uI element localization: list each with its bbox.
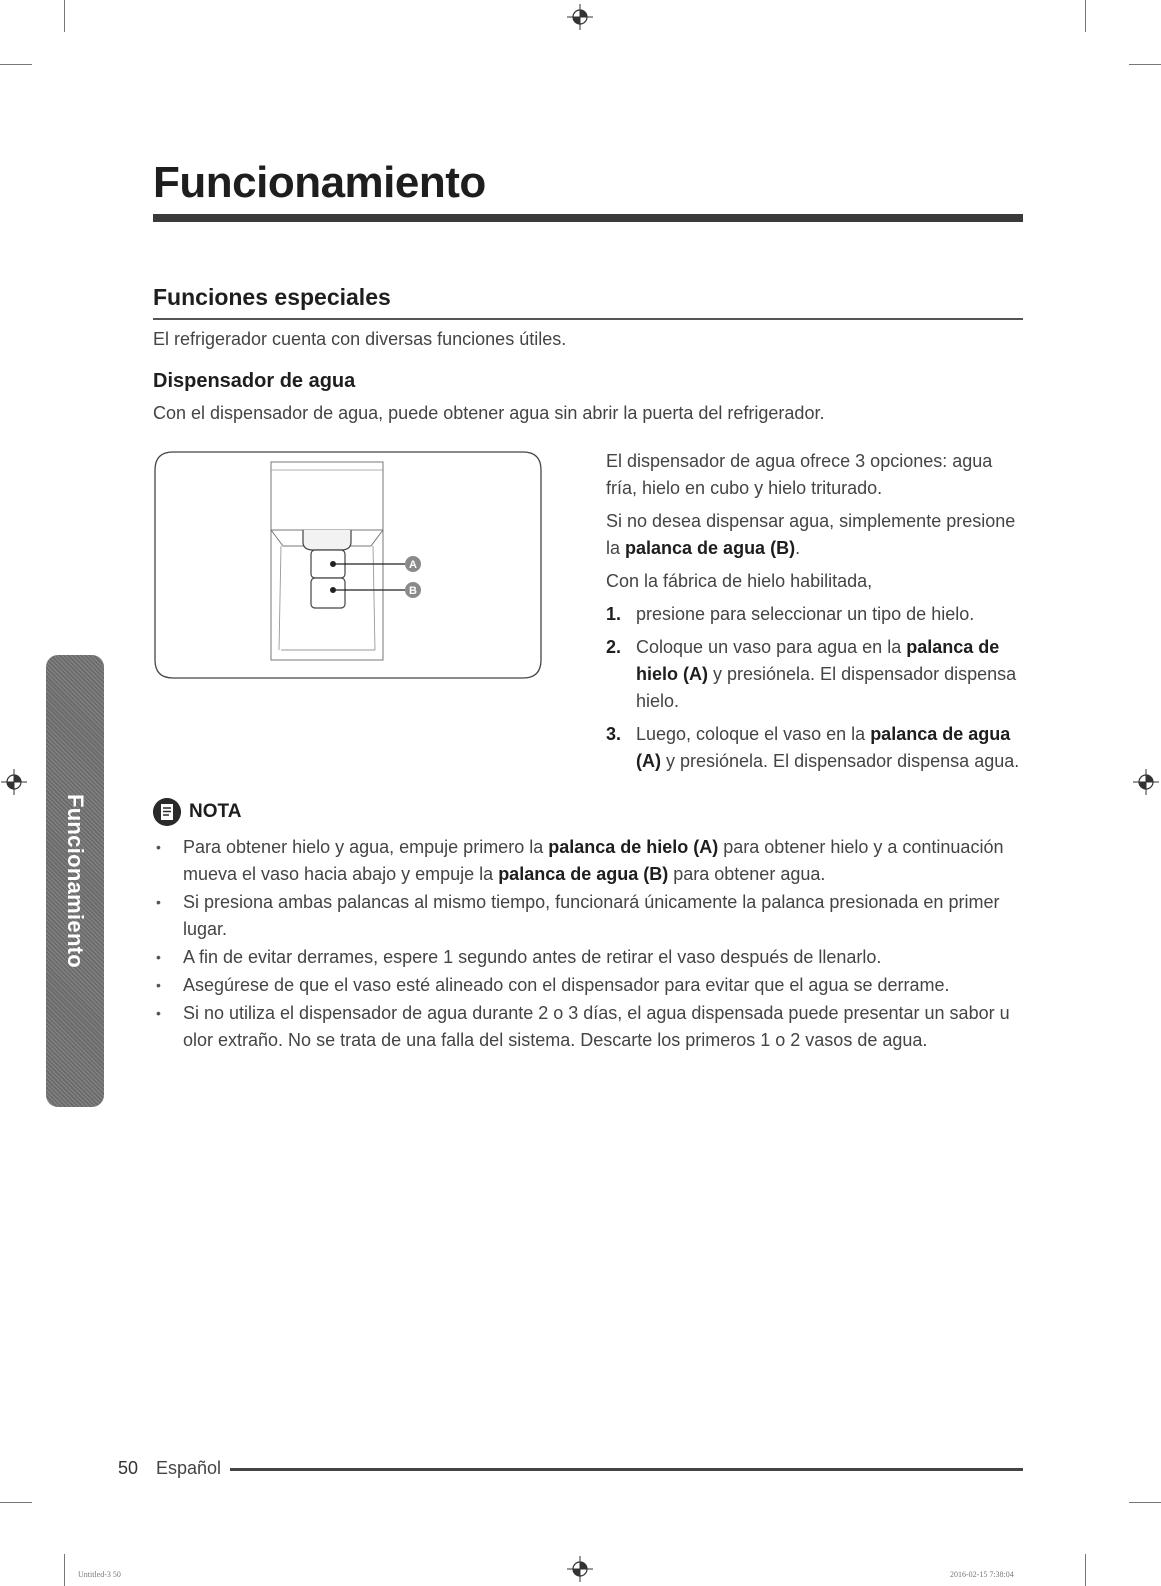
label-a: A bbox=[409, 559, 417, 571]
note-list bbox=[153, 834, 1033, 1055]
print-info-left: Untitled-3 50 bbox=[78, 1570, 121, 1579]
print-info-right: 2016-02-15 7:38:04 bbox=[950, 1570, 1014, 1579]
side-tab-label: Funcionamiento bbox=[63, 793, 88, 969]
page-title: Funcionamiento bbox=[153, 158, 486, 207]
note-item: • Si no utiliza el dispensador de agua durante 2 o 3 días, el agua dispensada puede presentar un sabor u olor extraño. No se trata de una falla del sistema. Descarte los primeros 1 o 2 vasos de agua. bbox=[153, 1000, 1033, 1054]
note-item: • A fin de evitar derrames, espere 1 segundo antes de retirar el vaso después de llenarlo. bbox=[153, 944, 1033, 971]
step-item: 1. presione para seleccionar un tipo de hielo. bbox=[606, 604, 975, 624]
footer-language: Español bbox=[156, 1458, 222, 1478]
title-rule bbox=[153, 214, 1023, 222]
step-item: 3. Luego, coloque el vaso en la palanca de agua (A) y presiónela. El dispensador dispensa agua. bbox=[606, 724, 1020, 771]
note-item: • Para obtener hielo y agua, empuje primero la palanca de hielo (A) para obtener hielo y a continuación mueva el vaso hacia abajo y empuje la palanca de agua (B) para obtener agua. bbox=[153, 834, 1033, 888]
crop-mark bbox=[1129, 1502, 1161, 1503]
page-number: 50 bbox=[118, 1458, 139, 1478]
subsection-title: Dispensador de agua bbox=[153, 370, 356, 392]
footer-rule bbox=[230, 1468, 1023, 1471]
right-column bbox=[606, 448, 1026, 781]
note-icon bbox=[153, 798, 181, 826]
registration-mark-icon bbox=[1, 769, 27, 795]
crop-mark bbox=[1129, 64, 1161, 65]
crop-mark bbox=[1085, 0, 1086, 32]
note-label: NOTA bbox=[189, 801, 242, 822]
section-title: Funciones especiales bbox=[153, 284, 391, 310]
registration-mark-icon bbox=[1133, 769, 1159, 795]
note-item: • Asegúrese de que el vaso esté alineado con el dispensador para evitar que el agua se derrame. bbox=[153, 972, 1033, 999]
section-rule bbox=[153, 318, 1023, 320]
paragraph: El dispensador de agua ofrece 3 opciones: agua fría, hielo en cubo y hielo triturado. bbox=[606, 451, 993, 498]
step-item: 2. Coloque un vaso para agua en la palanca de hielo (A) y presiónela. El dispensador dispensa hielo. bbox=[606, 637, 1017, 711]
registration-mark-icon bbox=[567, 1556, 593, 1582]
crop-mark bbox=[1085, 1554, 1086, 1586]
section-intro: El refrigerador cuenta con diversas funciones útiles. bbox=[153, 329, 567, 349]
paragraph: Si no desea dispensar agua, simplemente presione la palanca de agua (B). bbox=[606, 511, 1016, 558]
paragraph: Con la fábrica de hielo habilitada, bbox=[606, 571, 873, 591]
crop-mark bbox=[0, 64, 32, 65]
note-item: • Si presiona ambas palancas al mismo tiempo, funcionará únicamente la palanca presionada en primer lugar. bbox=[153, 889, 1033, 943]
registration-mark-icon bbox=[567, 4, 593, 30]
crop-mark bbox=[0, 1502, 32, 1503]
crop-mark bbox=[64, 0, 65, 32]
subsection-intro: Con el dispensador de agua, puede obtener agua sin abrir la puerta del refrigerador. bbox=[153, 403, 825, 423]
label-b: B bbox=[409, 585, 417, 597]
crop-mark bbox=[64, 1554, 65, 1586]
dispenser-illustration bbox=[153, 450, 543, 680]
